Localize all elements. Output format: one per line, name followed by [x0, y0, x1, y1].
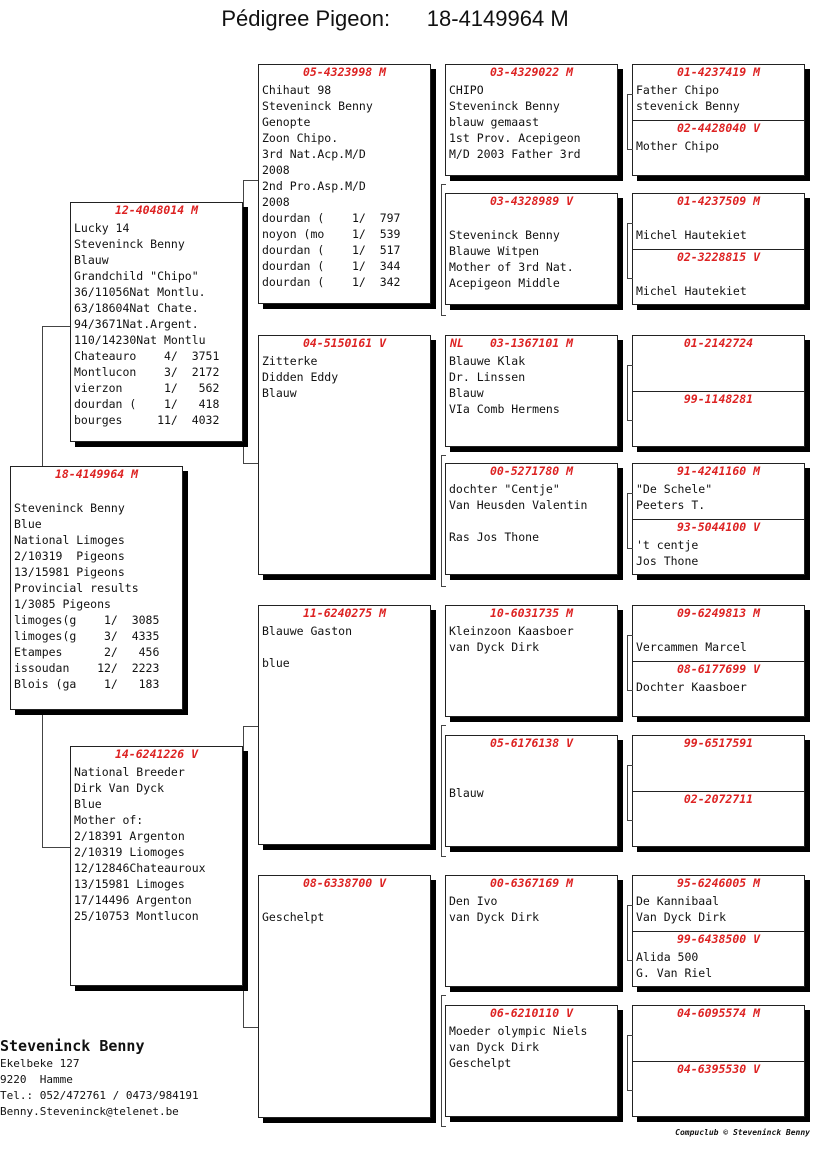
- ring-number: [633, 932, 804, 947]
- info-line: dourdan ( 1/ 418: [74, 397, 220, 411]
- ring-text: 02-4428040 V: [676, 121, 761, 135]
- great-great-grandparent-box: [632, 605, 805, 663]
- info-line: Dr. Linssen: [449, 370, 526, 384]
- info-line: M/D 2003 Father 3rd: [449, 147, 581, 161]
- info-line: Blauw: [262, 386, 297, 400]
- ring-number: [633, 662, 804, 677]
- info-line: Acepigeon Middle: [449, 276, 560, 290]
- ring-text: 03-1367101 M: [489, 336, 574, 350]
- ring-number: [633, 876, 804, 891]
- info-line: noyon (mo 1/ 539: [262, 227, 401, 241]
- connector-gp: [441, 725, 446, 857]
- info-line: 2nd Pro.Asp.M/D: [262, 179, 366, 193]
- info-line: Van Dyck Dirk: [636, 910, 727, 924]
- ring-text: 05-4323998 M: [302, 65, 387, 79]
- ring-number: [633, 1062, 804, 1077]
- info-line: Blauw: [74, 253, 109, 267]
- ring-text: 11-6240275 M: [302, 606, 387, 620]
- connector-pair: [627, 765, 633, 821]
- owner-city: 9220 Hamme: [0, 1073, 73, 1086]
- info-line: Moeder olympic Niels: [449, 1024, 588, 1038]
- info-line: Zoon Chipo.: [262, 131, 339, 145]
- grandparent-box: [258, 605, 431, 845]
- grandparent-box: [258, 335, 431, 575]
- info-line: [262, 893, 430, 909]
- ring-text: 18-4149964 M: [54, 467, 139, 481]
- great-great-grandparent-box: [632, 120, 805, 176]
- ring-text: 99-6517591: [683, 736, 754, 750]
- ring-text: 12-4048014 M: [114, 203, 199, 217]
- connector-pair: [627, 905, 633, 961]
- ring-number: [633, 736, 804, 751]
- ring-text: 03-4328989 V: [489, 194, 574, 208]
- info-line: Steveninck Benny: [449, 99, 560, 113]
- info-line: [636, 623, 804, 639]
- connector-dam: [243, 726, 258, 1028]
- owner-email: Benny.Steveninck@telenet.be: [0, 1105, 179, 1118]
- ring-text: 99-1148281: [683, 392, 754, 406]
- ring-text: 02-3228815 V: [676, 250, 761, 264]
- ring-number: [259, 336, 430, 351]
- connector-pair: [627, 635, 633, 691]
- info-line: Chihaut 98: [262, 83, 332, 97]
- ring-text: 01-4237509 M: [676, 194, 761, 208]
- great-grandparent-box: [445, 875, 618, 987]
- info-line: Peeters T.: [636, 498, 706, 512]
- info-line: 13/15981 Pigeons: [14, 565, 125, 579]
- info-line: blauw gemaast: [449, 115, 540, 129]
- info-line: Mother Chipo: [636, 139, 720, 153]
- ring-number: [633, 336, 804, 351]
- ring-number: [446, 464, 617, 479]
- info-line: dourdan ( 1/ 344: [262, 259, 401, 273]
- ring-number: [633, 792, 804, 807]
- info-line: Alida 500: [636, 950, 699, 964]
- ring-number: [633, 464, 804, 479]
- info-line: "De Schele": [636, 482, 713, 496]
- info-line: Mother of:: [74, 813, 144, 827]
- ring-text: 08-6177699 V: [676, 662, 761, 676]
- info-line: 't centje: [636, 538, 699, 552]
- great-grandparent-box: [445, 64, 618, 176]
- ring-text: 00-5271780 M: [489, 464, 574, 478]
- info-line: Zitterke: [262, 354, 318, 368]
- info-line: limoges(g 3/ 4335: [14, 629, 160, 643]
- info-line: 94/3671Nat.Argent.: [74, 317, 199, 331]
- sire-box: [70, 202, 243, 442]
- info-line: Den Ivo: [449, 894, 498, 908]
- info-line: Blois (ga 1/ 183: [14, 677, 160, 691]
- info-line: 2/10319 Liomoges: [74, 845, 185, 859]
- ring-text: 14-6241226 V: [114, 747, 199, 761]
- info-line: 2008: [262, 163, 290, 177]
- credit-text: Compuclub © Steveninck Benny: [675, 1128, 810, 1137]
- info-line: 3rd Nat.Acp.M/D: [262, 147, 366, 161]
- info-line: [636, 211, 804, 227]
- info-line: G. Van Riel: [636, 966, 713, 980]
- info-line: Michel Hautekiet: [636, 284, 747, 298]
- great-great-grandparent-box: [632, 791, 805, 847]
- dam-box: [70, 746, 243, 986]
- info-line: Provincial results: [14, 581, 139, 595]
- info-line: dourdan ( 1/ 517: [262, 243, 401, 257]
- info-line: dourdan ( 1/ 342: [262, 275, 401, 289]
- info-line: dourdan ( 1/ 797: [262, 211, 401, 225]
- ring-text: 08-6338700 V: [302, 876, 387, 890]
- ring-number: [633, 606, 804, 621]
- info-line: 13/15981 Limoges: [74, 877, 185, 891]
- owner-info: [0, 1036, 199, 1120]
- info-line: bourges 11/ 4032: [74, 413, 220, 427]
- info-line: 36/11056Nat Montlu.: [74, 285, 206, 299]
- info-line: De Kannibaal: [636, 894, 720, 908]
- ring-text: 05-6176138 V: [489, 736, 574, 750]
- info-line: issoudan 12/ 2223: [14, 661, 160, 675]
- ring-text: 02-2072711: [683, 792, 754, 806]
- info-line: [449, 753, 617, 769]
- great-grandparent-box: [445, 463, 618, 575]
- info-line: 2/18391 Argenton: [74, 829, 185, 843]
- great-great-grandparent-box: [632, 335, 805, 393]
- info-line: 2/10319 Pigeons: [14, 549, 125, 563]
- info-line: Dirk Van Dyck: [74, 781, 165, 795]
- info-line: [262, 639, 430, 655]
- great-great-grandparent-box: [632, 661, 805, 717]
- great-grandparent-box: [445, 1005, 618, 1117]
- info-line: Jos Thone: [636, 554, 699, 568]
- info-line: Blauw: [449, 786, 484, 800]
- ring-number: [633, 121, 804, 136]
- ring-text: 01-4237419 M: [676, 65, 761, 79]
- great-great-grandparent-box: [632, 735, 805, 793]
- ring-text: 95-6246005 M: [676, 876, 761, 890]
- connector-pair: [627, 493, 633, 549]
- info-line: Chateauro 4/ 3751: [74, 349, 220, 363]
- ring-number: [446, 736, 617, 751]
- info-line: Montlucon 3/ 2172: [74, 365, 220, 379]
- info-line: Lucky 14: [74, 221, 130, 235]
- owner-address: Ekelbeke 127: [0, 1057, 80, 1070]
- ring-text: 04-6095574 M: [676, 1006, 761, 1020]
- info-line: van Dyck Dirk: [449, 910, 540, 924]
- info-line: Geschelpt: [262, 910, 325, 924]
- ring-number: [633, 1006, 804, 1021]
- great-grandparent-box: [445, 335, 618, 447]
- owner-phone: Tel.: 052/472761 / 0473/984191: [0, 1089, 199, 1102]
- info-line: Genopte: [262, 115, 311, 129]
- ring-number: [633, 250, 804, 265]
- info-line: Grandchild "Chipo": [74, 269, 199, 283]
- info-line: [449, 769, 617, 785]
- info-line: van Dyck Dirk: [449, 640, 540, 654]
- info-line: Steveninck Benny: [262, 99, 373, 113]
- info-line: National Limoges: [14, 533, 125, 547]
- great-great-grandparent-box: [632, 193, 805, 251]
- ring-text: 04-5150161 V: [302, 336, 387, 350]
- info-line: Blauwe Gaston: [262, 624, 353, 638]
- info-line: Steveninck Benny: [14, 501, 125, 515]
- info-line: dochter "Centje": [449, 482, 560, 496]
- info-line: CHIPO: [449, 83, 484, 97]
- info-line: Blue: [74, 797, 102, 811]
- ring-number: [446, 1006, 617, 1021]
- ring-text: 04-6395530 V: [676, 1062, 761, 1076]
- info-line: 1/3085 Pigeons: [14, 597, 111, 611]
- info-line: Michel Hautekiet: [636, 228, 747, 242]
- ring-number: [71, 203, 242, 218]
- info-line: Ras Jos Thone: [449, 530, 540, 544]
- info-line: limoges(g 1/ 3085: [14, 613, 160, 627]
- info-line: Blue: [14, 517, 42, 531]
- info-line: vierzon 1/ 562: [74, 381, 220, 395]
- info-line: 25/10753 Montlucon: [74, 909, 199, 923]
- connector-pair: [627, 365, 633, 421]
- ring-number: [71, 747, 242, 762]
- info-line: Father Chipo: [636, 83, 720, 97]
- ring-text: 03-4329022 M: [489, 65, 574, 79]
- ring-number: [633, 392, 804, 407]
- connector-gp: [441, 184, 446, 316]
- connector-pair: [627, 223, 633, 279]
- grandparent-box: [258, 875, 431, 1118]
- info-line: 1st Prov. Acepigeon: [449, 131, 581, 145]
- great-great-grandparent-box: [632, 519, 805, 575]
- ring-number: [633, 65, 804, 80]
- info-line: 110/14230Nat Montlu: [74, 333, 206, 347]
- info-line: 63/18604Nat Chate.: [74, 301, 199, 315]
- ring-number: [446, 606, 617, 621]
- great-great-grandparent-box: [632, 1005, 805, 1063]
- ring-text: 99-6438500 V: [676, 932, 761, 946]
- great-great-grandparent-box: [632, 64, 805, 122]
- info-line: blue: [262, 656, 290, 670]
- country-prefix: NL: [450, 336, 464, 350]
- info-line: Kleinzoon Kaasboer: [449, 624, 574, 638]
- ring-number: [11, 467, 182, 482]
- ring-number: [633, 520, 804, 535]
- great-grandparent-box: [445, 193, 618, 305]
- ring-text: 10-6031735 M: [489, 606, 574, 620]
- great-great-grandparent-box: [632, 249, 805, 305]
- info-line: Steveninck Benny: [449, 228, 560, 242]
- great-grandparent-box: [445, 605, 618, 717]
- subject-box: [10, 466, 183, 710]
- grandparent-box: [258, 64, 431, 304]
- great-great-grandparent-box: [632, 391, 805, 447]
- info-line: 12/12846Chateauroux: [74, 861, 206, 875]
- info-line: [14, 484, 182, 500]
- ring-text: 09-6249813 M: [676, 606, 761, 620]
- connector-gp: [441, 995, 446, 1127]
- info-line: Van Heusden Valentin: [449, 498, 588, 512]
- ring-number: [633, 194, 804, 209]
- info-line: [449, 211, 617, 227]
- info-line: stevenick Benny: [636, 99, 740, 113]
- info-line: [636, 267, 804, 283]
- info-line: Steveninck Benny: [74, 237, 185, 251]
- info-line: VIa Comb Hermens: [449, 402, 560, 416]
- info-line: Dochter Kaasboer: [636, 680, 747, 694]
- ring-number: [259, 876, 430, 891]
- page-title: Pédigree Pigeon: 18-4149964 M: [221, 6, 569, 31]
- great-grandparent-box: [445, 735, 618, 847]
- great-great-grandparent-box: [632, 463, 805, 521]
- info-line: Blauw: [449, 386, 484, 400]
- info-line: Didden Eddy: [262, 370, 339, 384]
- connector-gp: [441, 455, 446, 587]
- connector-sire: [243, 180, 258, 464]
- ring-number: [446, 65, 617, 80]
- info-line: 17/14496 Argenton: [74, 893, 192, 907]
- info-line: Mother of 3rd Nat.: [449, 260, 574, 274]
- info-line: Blauwe Witpen: [449, 244, 540, 258]
- ring-text: 00-6367169 M: [489, 876, 574, 890]
- info-line: National Breeder: [74, 765, 185, 779]
- great-great-grandparent-box: [632, 931, 805, 987]
- info-line: [449, 513, 617, 529]
- owner-name: Steveninck Benny: [0, 1037, 145, 1055]
- ring-number: [259, 65, 430, 80]
- info-line: Vercammen Marcel: [636, 640, 747, 654]
- great-great-grandparent-box: [632, 1061, 805, 1117]
- info-line: Etampes 2/ 456: [14, 645, 160, 659]
- info-line: Blauwe Klak: [449, 354, 526, 368]
- ring-text: 01-2142724: [683, 336, 754, 350]
- great-great-grandparent-box: [632, 875, 805, 933]
- info-line: Geschelpt: [449, 1056, 512, 1070]
- ring-number: [259, 606, 430, 621]
- connector-pair: [627, 1035, 633, 1091]
- ring-text: 91-4241160 M: [676, 464, 761, 478]
- ring-text: 93-5044100 V: [676, 520, 761, 534]
- connector-pair: [627, 94, 633, 150]
- ring-number: [446, 876, 617, 891]
- ring-text: 06-6210110 V: [489, 1006, 574, 1020]
- info-line: van Dyck Dirk: [449, 1040, 540, 1054]
- info-line: 2008: [262, 195, 290, 209]
- ring-number: [446, 194, 617, 209]
- ring-number: [446, 336, 617, 351]
